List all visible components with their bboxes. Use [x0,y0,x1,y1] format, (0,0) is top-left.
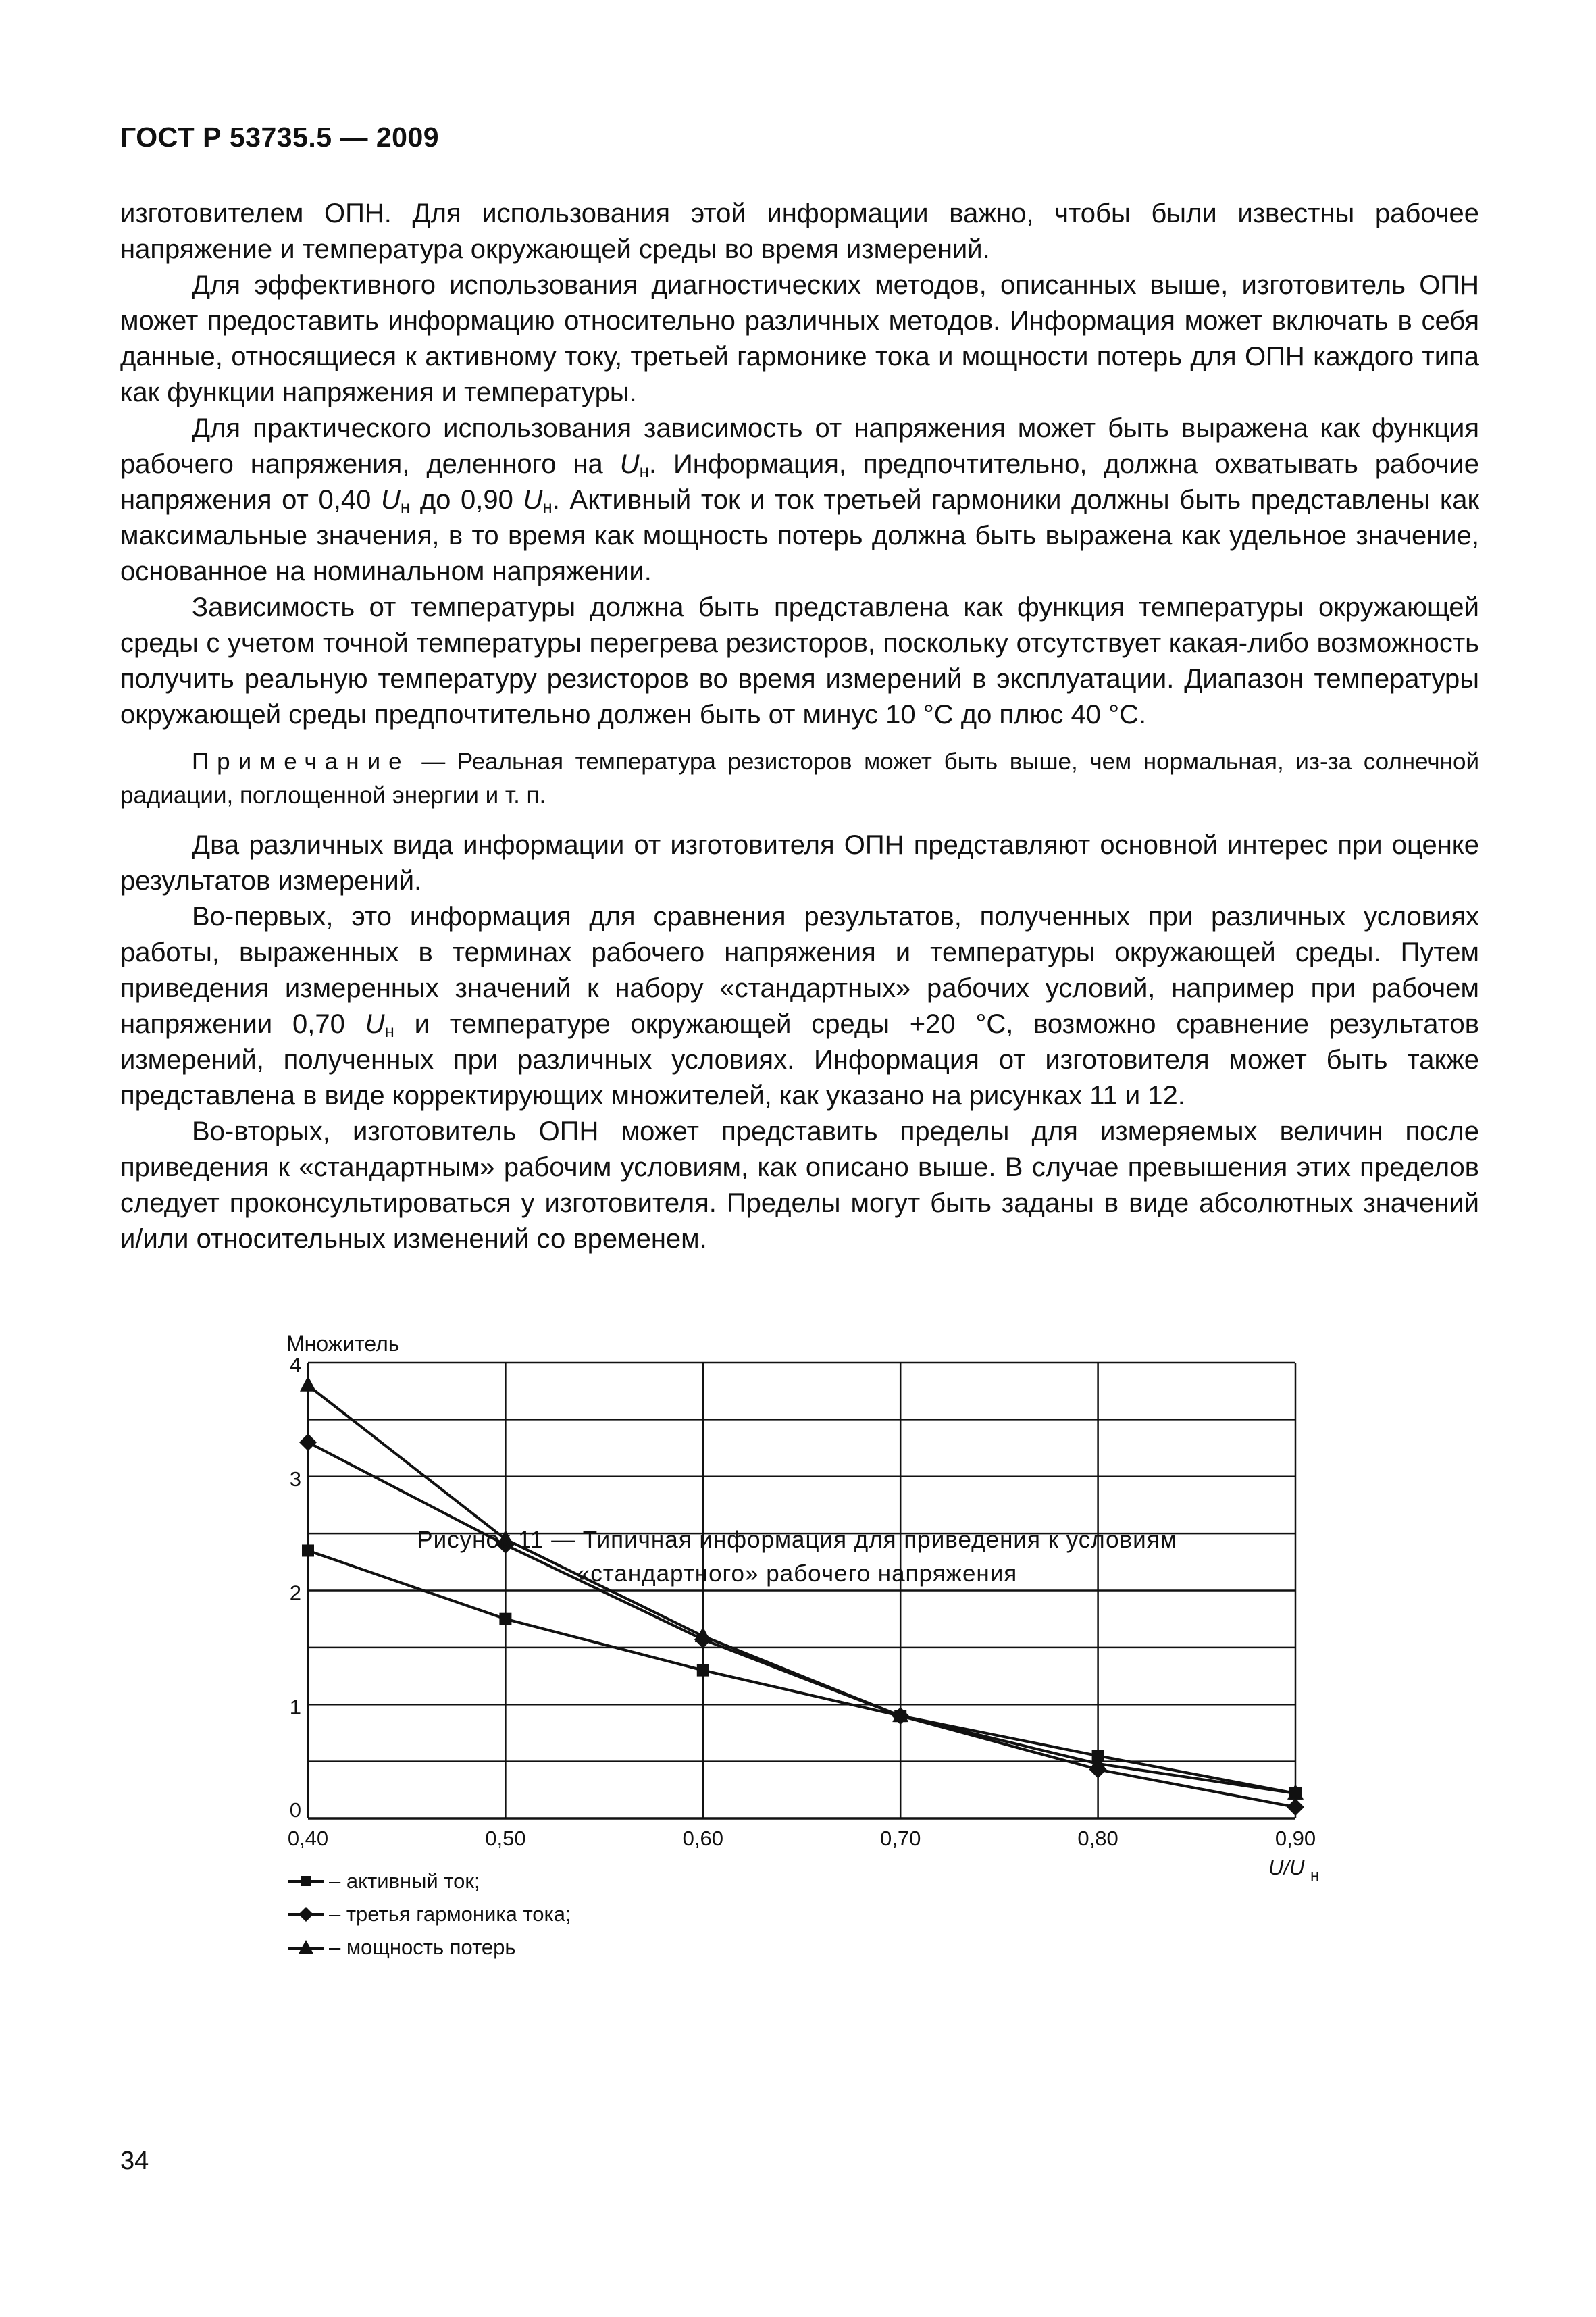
diamond-marker-icon [287,1904,325,1925]
paragraph-1: изготовителем ОПН. Для использования этой информации важно, чтобы были известны рабочее напряжение и температура окружающей среды во время измерений. [120,199,1479,264]
x-tick-label: 0,60 [682,1827,723,1850]
y-tick-label: 4 [289,1353,301,1377]
paragraph-2: Для эффективного использования диагностических методов, описанных выше, изготовитель ОПН может предоставить информацию относительно различных методов. Информация может включать в себя данные, относящиеся к активному току, третьей гармонике тока и мощности потерь для ОПН каждого типа как функции напряжения и температуры. [120,270,1479,407]
chart-legend [287,1864,571,1964]
paragraph-4: Зависимость от температуры должна быть представлена как функция температуры окружающей среды с учетом точной температуры перегрева резисторов, поскольку отсутствует какая-либо возможность получить реальную температуру резисторов во время измерений в эксплуатации. Диапазон температуры окружающей среды предпочтительно должен быть от минус 10 °С до плюс 40 °С. [120,592,1479,730]
page-number: 34 [120,2147,149,2175]
x-axis-label-subscript: н [1310,1866,1320,1885]
figure-caption: Рисунок 11 — Типичная информация для приведения к условиям «стандартного» рабочего напряжения [417,1527,1177,1587]
y-tick-label: 0 [289,1798,301,1822]
y-tick-label: 2 [289,1581,301,1605]
x-tick-label: 0,40 [287,1827,329,1850]
data-point-square [697,1664,709,1677]
legend-item-third-harmonic: – третья гармоника тока; [287,1898,571,1931]
document-header: ГОСТ Р 53735.5 — 2009 [120,122,440,153]
legend-item-power-loss: – мощность потерь [287,1931,571,1964]
y-tick-label: 3 [289,1467,301,1491]
series-line [308,1442,1295,1807]
data-point-diamond [1287,1798,1304,1816]
data-point-square [499,1613,511,1625]
y-tick-label: 1 [289,1695,301,1719]
legend-item-active-current: – активный ток; [287,1864,571,1898]
square-marker-icon [287,1871,325,1891]
x-tick-label: 0,50 [485,1827,526,1850]
y-axis-label: Множитель [286,1331,400,1356]
triangle-marker-icon [287,1937,325,1958]
paragraph-5: Два различных вида информации от изготовителя ОПН представляют основной интерес при оценке результатов измерений. [120,830,1479,896]
x-axis-label: U/U [1268,1856,1305,1879]
x-tick-label: 0,90 [1275,1827,1316,1850]
note-label: Примечание [192,748,410,775]
data-point-triangle [300,1376,316,1392]
x-tick-label: 0,80 [1077,1827,1118,1850]
note-text: — Реальная температура резисторов может быть выше, чем нормальная, из-за солнечной радиации, поглощенной энергии и т. п. [120,748,1479,809]
x-tick-label: 0,70 [880,1827,921,1850]
paragraph-6: Во-первых, это информация для сравнения результатов, полученных при различных условиях работы, выраженных в терминах рабочего напряжения и температуры окружающей среды. Путем приведения измеренных значений к набору «стандартных» рабочих условий, например при рабочем напряжении 0,70 $U_н$ и температуре окружающей среды +20 °С, возможно сравнение результатов измерений, полученных при различных условиях. Информация от изготовителя может быть также представлена в виде корректирующих множителей, как указано на рисунках 11 и 12. [120,902,1480,1111]
paragraph-7: Во-вторых, изготовитель ОПН может представить пределы для измеряемых величин после приведения к «стандартным» рабочим условиям, как описано выше. В случае превышения этих пределов следует проконсультироваться у изготовителя. Пределы могут быть заданы в виде абсолютных значений и/или относительных изменений со временем. [120,1117,1479,1254]
paragraph-3: Для практического использования зависимость от напряжения может быть выражена как функция рабочего напряжения, деленного на $U_н$. Информация, предпочтительно, должна охватывать рабочие напряжения от 0,40 $U_н$ до 0,90 $U_н$. Активный ток и ток третьей гармоники должны быть представлены как максимальные значения, в то время как мощность потерь должна быть выражена как удельное значение, основанное на номинальном напряжении. [120,413,1479,586]
data-point-diamond [299,1433,317,1451]
